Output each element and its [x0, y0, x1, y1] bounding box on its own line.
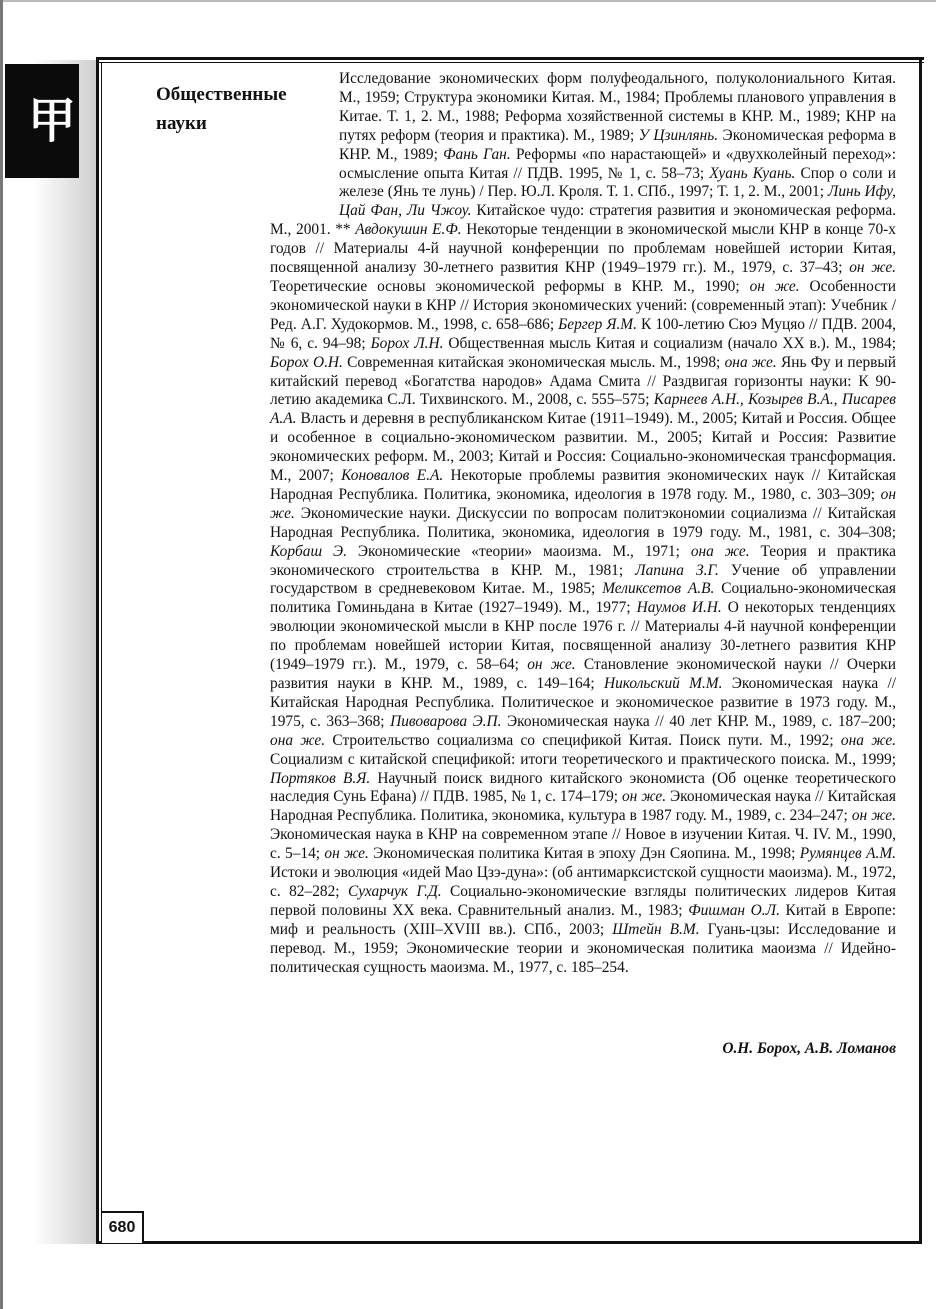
side-tab	[3, 60, 96, 1244]
author-name: Штейн В.М.	[612, 920, 700, 938]
author-name: он же.	[324, 845, 369, 863]
scan-edge-top	[0, 0, 936, 2]
author-name: она же.	[270, 731, 326, 749]
author-name: Хуань Куань.	[709, 164, 796, 182]
text-run: Современная китайская экономическая мысль. М., 1998;	[342, 353, 725, 371]
text-run: О некоторых тенденциях эволюции экономической мысли в КНР после 1976 г. // Материалы 4-й научной конференции по проблемам новейшей истории Китая, посвященной анализу 30-летнего развития КНР (1949–1979 гг.). М., 1979, с. 58–64;	[270, 599, 896, 674]
author-name: она же.	[724, 353, 777, 371]
author-name: Борох О.Н.	[270, 353, 343, 371]
text-run: Экономические науки. Дискуссии по вопросам политэкономии социализма // Китайская Народная Республика. Политика, экономика, идеология в 1979 году. М., 1981, с. 304–308;	[270, 504, 896, 541]
author-name: Портяков В.Я.	[270, 769, 371, 787]
text-run: Экономическая наука // Китайская Народная Республика. Политика, экономика, культура в 1987 году. М., 1989, с. 234–247;	[270, 788, 896, 825]
chapter-tab	[5, 64, 79, 178]
text-run: Теоретические основы экономической реформы в КНР. М., 1990;	[270, 277, 750, 295]
text-run: Китайское чудо: стратегия развития и экономическая реформа. М., 2001. **	[270, 202, 896, 239]
frame-top-rule-thin	[96, 62, 924, 63]
frame-left-rule-thin	[101, 62, 102, 1244]
author-name: У Цзинлянь.	[638, 126, 719, 144]
section-heading-line2: науки	[156, 113, 207, 134]
text-run: Экономическая политика Китая в эпоху Дэн Сяопина. М., 1998;	[368, 845, 800, 863]
section-heading-line1: Общественные	[156, 84, 287, 105]
text-run: Особенности экономической науки в КНР // История экономических учений: (современный этап): Учебник / Ред. А.Г. Худокормов. М., 1998, с. 658–686;	[270, 277, 896, 333]
author-name: он же.	[849, 259, 896, 277]
text-run: Власть и деревня в республиканском Китае (1911–1949). М., 2005; Китай и Россия. Общее и особенное в социально-экономическом развитии. М., 2005; Китай и Россия: Развитие экономических реформ. М., 2003; Китай и Россия: Социально-экономическая трансформация. М., 2007;	[270, 410, 896, 485]
author-name: он же.	[270, 485, 896, 522]
text-run: К 100-летию Сюэ Муцяо // ПДВ. 2004, № 6, с. 94–98;	[270, 315, 896, 352]
text-run: Экономическая наука в КНР на современном этапе // Новое в изучении Китая. Ч. IV. М., 1990, с. 5–14;	[270, 826, 896, 863]
text-run: Социально-экономические взгляды политических лидеров Китая первой половины XX века. Сравнительный анализ. М., 1983;	[270, 882, 896, 919]
text-run: Экономическая наука // Китайская Народная Республика. Политическое и экономическое развитие в 1973 году. М., 1975, с. 363–368;	[270, 675, 896, 730]
author-name: Линь Ифу, Цай Фан, Ли Чжоу.	[339, 183, 896, 220]
text-run: Экономическая реформа в КНР. М., 1989;	[339, 126, 896, 163]
author-name: он же.	[527, 656, 576, 674]
chapter-tab-glyph: 甲	[27, 93, 76, 149]
text-run: Некоторые тенденции в экономической мысли КНР в конце 70-х годов // Материалы 4-й научной конференции по проблемам новейшей истории Китая, посвященной анализу 30-летнего развития КНР (1949–1979 гг.). М., 1979, с. 37–43;	[270, 221, 896, 277]
author-name: она же.	[690, 542, 750, 560]
text-run: Социализм с китайской спецификой: итоги теоретического и практического поиска. М., 1999;	[270, 750, 896, 768]
text-run: Спор о соли и железе (Янь те лунь) / Пер. Ю.Л. Кроля. Т. 1. СПб., 1997; Т. 1, 2. М., 2001;	[339, 164, 896, 201]
text-run: Янь Фу и первый китайский перевод «Богатства народов» Адама Смита // Раздвигая горизонты науки: К 90-летию академика С.Л. Тихвинского. М., 2008, с. 555–575;	[270, 353, 896, 409]
text-run: Истоки и эволюция «идей Мао Цзэ-дуна»: (об антимарксистской сущности маоизма). М., 1972, с. 82–282;	[270, 864, 896, 900]
page-number: 680	[102, 1211, 144, 1243]
text-run: Реформы «по нарастающей» и «двухколейный переход»: осмысление опыта Китая // ПДВ. 1995, № 1, с. 58–73;	[339, 145, 897, 182]
author-name: Корбаш Э.	[270, 542, 347, 560]
frame-right-rule	[919, 57, 922, 1244]
text-run: Теория и практика экономического строительства в КНР. М., 1981;	[270, 542, 896, 579]
text-run: Строительство социализма со спецификой Китая. Поиск пути. М., 1992;	[325, 731, 841, 749]
author-name: Фань Ган.	[443, 145, 511, 163]
frame-left-rule	[96, 57, 99, 1244]
text-run: Научный поиск видного китайского экономиста (Об оценке теоретического наследия Сунь Ефана) // ПДВ. 1985, № 1, с. 174–179;	[270, 769, 896, 806]
author-name: Лапина З.Г.	[635, 561, 719, 579]
text-run: Общественная мысль Китая и социализм (начало XX в.). М., 1984;	[443, 334, 896, 352]
author-name: Никольский М.М.	[603, 675, 723, 692]
text-run: Экономическая наука // 40 лет КНР. М., 1989, с. 187–200;	[501, 712, 897, 730]
author-name: он же.	[851, 807, 896, 825]
author-name: Пивоварова Э.П.	[390, 712, 502, 730]
frame-bottom-rule	[96, 1241, 922, 1244]
text-run: Гуань-цзы: Исследование и перевод. М., 1959; Экономические теории и экономическая политика маоизма // Идейно-политическая сущность маоизма. М., 1977, с. 185–254.	[270, 920, 896, 976]
text-run: Учение об управлении государством в средневековом Китае. М., 1985;	[270, 561, 896, 598]
author-name: Наумов И.Н.	[636, 599, 722, 617]
author-name: Меликсетов А.В.	[602, 580, 715, 598]
text-run: Становление экономической науки // Очерки развития науки в КНР. М., 1989, с. 149–164;	[270, 656, 896, 692]
author-name: Румянцев А.М.	[799, 845, 896, 863]
frame-top-rule	[96, 57, 924, 60]
author-name: Карнеев А.Н., Козырев В.А., Писарев А.А.	[270, 391, 896, 428]
text-run: Некоторые проблемы развития экономических наук // Китайская Народная Республика. Политика, экономика, идеология в 1978 году. М., 1980, с. 303–309;	[270, 467, 896, 503]
author-name: Бергер Я.М.	[558, 315, 637, 333]
text-run: Исследование экономических форм полуфеодального, полуколониального Китая. М., 1959; Структура экономики Китая. М., 1984; Проблемы планового управления в Китае. Т. 1, 2. М., 1988; Реформа хозяйственной системы в КНР. М., 1989; КНР на путях реформ (теория и практика). М., 1989;	[339, 70, 896, 144]
author-signature: О.Н. Борох, А.В. Ломанов	[722, 1040, 896, 1057]
author-name: Сухарчук Г.Д.	[347, 882, 442, 900]
author-name: он же.	[621, 788, 667, 806]
author-name: она же.	[840, 731, 896, 749]
bibliography-paragraph	[270, 70, 896, 978]
text-run: Социально-экономическая политика Гоминьдана в Китае (1927–1949). М., 1977;	[270, 580, 896, 617]
author-name: Авдокушин Е.Ф.	[355, 221, 462, 239]
text-run: Китай в Европе: миф и реальность (XIII–XVIII вв.). СПб., 2003;	[270, 901, 896, 938]
author-name: Борох Л.Н.	[370, 334, 444, 352]
text-run: Экономические «теории» маоизма. М., 1971;	[346, 542, 691, 560]
author-name: Фишман О.Л.	[688, 901, 780, 919]
author-name: он же.	[749, 277, 800, 295]
heading-indent-spacer	[270, 70, 339, 211]
author-name: Коновалов Е.А.	[341, 467, 444, 485]
